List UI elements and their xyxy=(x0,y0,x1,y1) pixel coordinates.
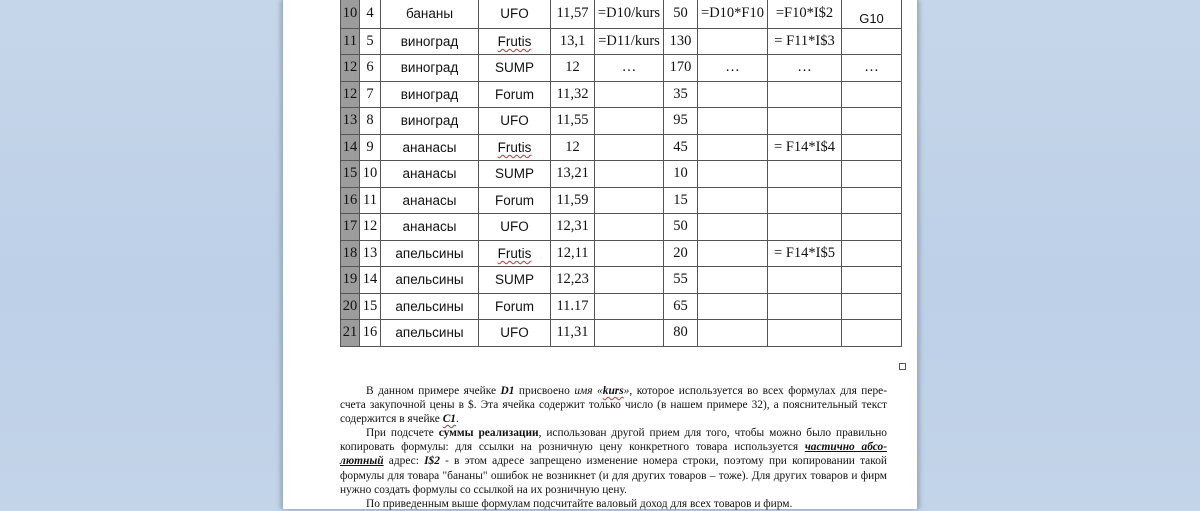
table-row xyxy=(341,81,902,108)
cell-formula[interactable]: =D10/kurs xyxy=(595,0,664,28)
cell-firm[interactable]: SUMP xyxy=(479,267,551,294)
cell-g[interactable]: G10 xyxy=(842,0,902,28)
cell-qty[interactable]: 50 xyxy=(664,214,698,241)
cell-firm[interactable]: UFO xyxy=(479,214,551,241)
cell-formula[interactable] xyxy=(595,81,664,108)
cell-n[interactable]: 4 xyxy=(360,0,381,28)
cell-firm[interactable]: Forum xyxy=(479,293,551,320)
cell-qty[interactable]: 95 xyxy=(664,108,698,135)
cell-g[interactable] xyxy=(842,214,902,241)
cell-qty[interactable]: 20 xyxy=(664,240,698,267)
cell-formula[interactable] xyxy=(595,267,664,294)
cell-n[interactable]: 13 xyxy=(360,240,381,267)
cell-g[interactable] xyxy=(842,81,902,108)
cell-ref[interactable]: = F14*I$5 xyxy=(768,240,842,267)
table-row xyxy=(341,187,902,214)
cell-fruit[interactable]: апельсины xyxy=(381,320,479,347)
cell-mult[interactable] xyxy=(698,28,768,55)
cell-n[interactable]: 6 xyxy=(360,55,381,82)
cell-rn[interactable]: 17 xyxy=(341,214,360,241)
cell-firm[interactable]: UFO xyxy=(479,108,551,135)
cell-firm[interactable]: Forum xyxy=(479,187,551,214)
cell-qty[interactable]: 130 xyxy=(664,28,698,55)
cell-fruit[interactable]: ананасы xyxy=(381,187,479,214)
cell-n[interactable]: 15 xyxy=(360,293,381,320)
cell-g[interactable] xyxy=(842,240,902,267)
table-row xyxy=(341,55,902,82)
cell-mult[interactable] xyxy=(698,240,768,267)
table-row xyxy=(341,28,902,55)
cell-ref[interactable] xyxy=(768,293,842,320)
cell-qty[interactable]: 65 xyxy=(664,293,698,320)
cell-rn[interactable]: 21 xyxy=(341,320,360,347)
cell-qty[interactable]: 170 xyxy=(664,55,698,82)
cell-n[interactable]: 16 xyxy=(360,320,381,347)
cell-rn[interactable]: 15 xyxy=(341,161,360,188)
cell-n[interactable]: 10 xyxy=(360,161,381,188)
cell-fruit[interactable]: виноград xyxy=(381,28,479,55)
table-row xyxy=(341,320,902,347)
paragraph-1: В данном примере ячейке D1 присвоено имя «kurs», которое используется во всех формулах для пере-счета закупочной цены в $. Эта ячейка содержит только число (в нашем примере 32), а пояснительный текст содержится в ячейке C1. xyxy=(340,385,888,426)
cell-price[interactable]: 13,1 xyxy=(551,28,595,55)
cell-n[interactable]: 9 xyxy=(360,134,381,161)
cell-mult[interactable] xyxy=(698,320,768,347)
cell-n[interactable]: 5 xyxy=(360,28,381,55)
cell-ref[interactable] xyxy=(768,108,842,135)
cell-fruit[interactable]: ананасы xyxy=(381,134,479,161)
cell-rn[interactable]: 12 xyxy=(341,55,360,82)
cell-mult[interactable] xyxy=(698,187,768,214)
table-row xyxy=(341,214,902,241)
cell-mult[interactable] xyxy=(698,293,768,320)
body-text xyxy=(340,384,887,511)
cell-mult[interactable]: … xyxy=(698,55,768,82)
table-row xyxy=(341,134,902,161)
cell-price[interactable]: 11,59 xyxy=(551,187,595,214)
cell-g[interactable] xyxy=(842,293,902,320)
cell-mult[interactable] xyxy=(698,108,768,135)
cell-firm[interactable]: Frutis xyxy=(479,240,551,267)
table-row xyxy=(341,0,902,28)
cell-n[interactable]: 14 xyxy=(360,267,381,294)
cell-formula[interactable] xyxy=(595,293,664,320)
cell-ref[interactable]: = F14*I$4 xyxy=(768,134,842,161)
cell-ref[interactable]: =F10*I$2 xyxy=(768,0,842,28)
cell-price[interactable]: 12,11 xyxy=(551,240,595,267)
cell-mult[interactable] xyxy=(698,161,768,188)
cell-fruit[interactable]: виноград xyxy=(381,81,479,108)
cell-ref[interactable]: … xyxy=(768,55,842,82)
cell-formula[interactable]: … xyxy=(595,55,664,82)
table-row xyxy=(341,293,902,320)
cell-qty[interactable]: 45 xyxy=(664,134,698,161)
cell-price[interactable]: 12,23 xyxy=(551,267,595,294)
table-resize-handle[interactable] xyxy=(899,363,906,370)
table-row xyxy=(341,240,902,267)
cell-ref[interactable] xyxy=(768,187,842,214)
cell-g[interactable] xyxy=(842,28,902,55)
table-row xyxy=(341,161,902,188)
cell-g[interactable] xyxy=(842,320,902,347)
cell-price[interactable]: 12 xyxy=(551,55,595,82)
cell-formula[interactable] xyxy=(595,214,664,241)
cell-fruit[interactable]: виноград xyxy=(381,55,479,82)
cell-firm[interactable]: Frutis xyxy=(479,28,551,55)
cell-qty[interactable]: 35 xyxy=(664,81,698,108)
cell-price[interactable]: 11,32 xyxy=(551,81,595,108)
cell-rn[interactable]: 10 xyxy=(341,0,360,28)
document-page xyxy=(283,0,917,509)
cell-rn[interactable]: 11 xyxy=(341,28,360,55)
table-row xyxy=(341,267,902,294)
cell-firm[interactable]: Frutis xyxy=(479,134,551,161)
cell-ref[interactable] xyxy=(768,161,842,188)
cell-g[interactable] xyxy=(842,161,902,188)
cell-formula[interactable] xyxy=(595,240,664,267)
cell-g[interactable] xyxy=(842,267,902,294)
cell-formula[interactable]: =D11/kurs xyxy=(595,28,664,55)
cell-price[interactable]: 13,21 xyxy=(551,161,595,188)
cell-fruit[interactable]: ананасы xyxy=(381,161,479,188)
cell-n[interactable]: 11 xyxy=(360,187,381,214)
cell-price[interactable]: 12 xyxy=(551,134,595,161)
cell-price[interactable]: 11,31 xyxy=(551,320,595,347)
cell-firm[interactable]: SUMP xyxy=(479,161,551,188)
cell-g[interactable] xyxy=(842,187,902,214)
price-table xyxy=(340,0,902,347)
cell-rn[interactable]: 13 xyxy=(341,108,360,135)
cell-firm[interactable]: Forum xyxy=(479,81,551,108)
cell-mult[interactable] xyxy=(698,81,768,108)
cell-qty[interactable]: 15 xyxy=(664,187,698,214)
cell-firm[interactable]: UFO xyxy=(479,0,551,28)
paragraph-2: При подсчете суммы реализации, использован другой прием для того, чтобы можно было правильно копировать формулы: для ссылки на розничную цену конкретного товара используется частично абсо-лютный адрес: I$2 - в этом адресе запрещено изменение номера строки, поэтому при копировании такой формулы для товара "бананы" ошибок не возникнет (и для других товаров – тоже). Для других товаров и фирм нужно создать формулы со ссылкой на их розничную цену. xyxy=(340,427,887,496)
cell-firm[interactable]: UFO xyxy=(479,320,551,347)
cell-fruit[interactable]: ананасы xyxy=(381,214,479,241)
cell-qty[interactable]: 10 xyxy=(664,161,698,188)
cell-formula[interactable] xyxy=(595,134,664,161)
cell-rn[interactable]: 20 xyxy=(341,293,360,320)
cell-ref[interactable] xyxy=(768,320,842,347)
cell-fruit[interactable]: апельсины xyxy=(381,293,479,320)
cell-price[interactable]: 11,57 xyxy=(551,0,595,28)
cell-rn[interactable]: 19 xyxy=(341,267,360,294)
cell-fruit[interactable]: апельсины xyxy=(381,240,479,267)
cell-formula[interactable] xyxy=(595,187,664,214)
cell-firm[interactable]: SUMP xyxy=(479,55,551,82)
cell-formula[interactable] xyxy=(595,320,664,347)
cell-g[interactable] xyxy=(842,134,902,161)
cell-ref[interactable] xyxy=(768,81,842,108)
cell-price[interactable]: 12,31 xyxy=(551,214,595,241)
cell-price[interactable]: 11,55 xyxy=(551,108,595,135)
cell-rn[interactable]: 16 xyxy=(341,187,360,214)
cell-g[interactable]: … xyxy=(842,55,902,82)
cell-ref[interactable] xyxy=(768,214,842,241)
cell-ref[interactable] xyxy=(768,267,842,294)
cell-price[interactable]: 11.17 xyxy=(551,293,595,320)
cell-ref[interactable]: = F11*I$3 xyxy=(768,28,842,55)
paragraph-3: По приведенным выше формулам подсчитайте валовый доход для всех товаров и фирм. xyxy=(366,497,793,510)
cell-rn[interactable]: 18 xyxy=(341,240,360,267)
cell-n[interactable]: 8 xyxy=(360,108,381,135)
cell-rn[interactable]: 14 xyxy=(341,134,360,161)
cell-formula[interactable] xyxy=(595,108,664,135)
cell-mult[interactable] xyxy=(698,267,768,294)
cell-n[interactable]: 7 xyxy=(360,81,381,108)
cell-mult[interactable]: =D10*F10 xyxy=(698,0,768,28)
table-row xyxy=(341,108,902,135)
cell-qty[interactable]: 80 xyxy=(664,320,698,347)
cell-n[interactable]: 12 xyxy=(360,214,381,241)
cell-formula[interactable] xyxy=(595,161,664,188)
cell-fruit[interactable]: виноград xyxy=(381,108,479,135)
cell-mult[interactable] xyxy=(698,134,768,161)
cell-mult[interactable] xyxy=(698,214,768,241)
cell-fruit[interactable]: апельсины xyxy=(381,267,479,294)
cell-qty[interactable]: 50 xyxy=(664,0,698,28)
cell-qty[interactable]: 55 xyxy=(664,267,698,294)
cell-rn[interactable]: 12 xyxy=(341,81,360,108)
cell-g[interactable] xyxy=(842,108,902,135)
cell-fruit[interactable]: бананы xyxy=(381,0,479,28)
